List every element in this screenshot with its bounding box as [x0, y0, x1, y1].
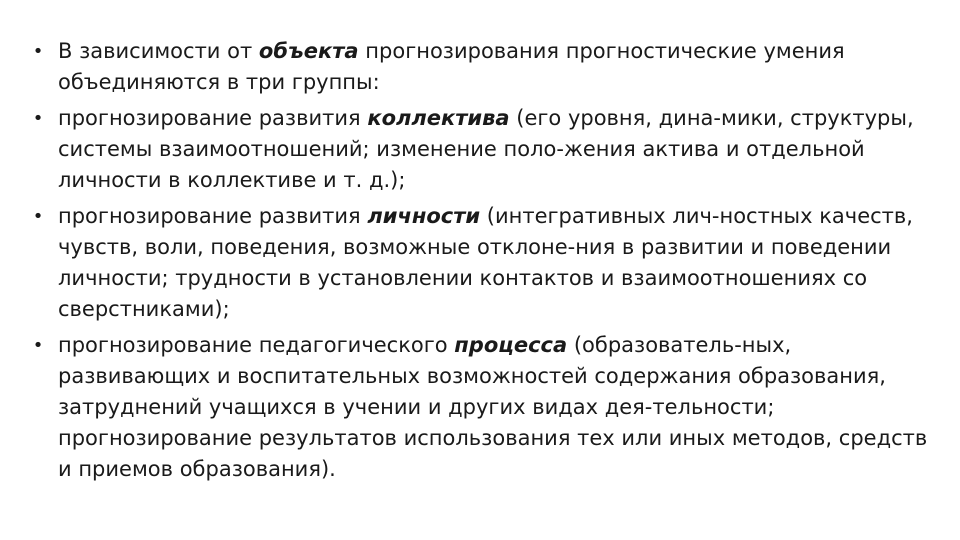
- bullet-text-before: прогнозирование развития: [58, 106, 368, 130]
- bullet-item-process: [28, 330, 938, 485]
- bullet-text-before: В зависимости от: [58, 39, 259, 63]
- bullet-emphasis: коллектива: [367, 106, 510, 130]
- bullet-text-after: (его уровня, дина-мики, структуры, системы взаимоотношений; изменение поло-жения актива и отдельной личности в коллективе и т. д.);: [58, 106, 914, 192]
- bullet-icon: •: [32, 41, 44, 62]
- bullet-list: [28, 36, 938, 490]
- bullet-emphasis: личности: [367, 204, 481, 228]
- bullet-text-before: прогнозирование развития: [58, 204, 368, 228]
- bullet-text-after: (образователь-ных, развивающих и воспитательных возможностей содержания образования, затруднений учащихся в учении и других видах дея-тельности; прогнозирование результатов использования тех или иных методов, средств и приемов образования).: [58, 333, 928, 481]
- bullet-icon: •: [32, 335, 44, 356]
- bullet-emphasis: процесса: [454, 333, 568, 357]
- bullet-item-personality: [28, 201, 938, 325]
- bullet-emphasis: объекта: [258, 39, 359, 63]
- bullet-text-before: прогнозирование педагогического: [58, 333, 455, 357]
- bullet-icon: •: [32, 206, 44, 227]
- bullet-icon: •: [32, 108, 44, 129]
- bullet-text-after: (интегративных лич-ностных качеств, чувств, воли, поведения, возможные отклоне-ния в развитии и поведении личности; трудности в установлении контактов и взаимоотношениях со сверстниками);: [58, 204, 913, 321]
- bullet-text-after: прогнозирования прогностические умения объединяются в три группы:: [58, 39, 845, 94]
- bullet-item-intro: [28, 36, 938, 98]
- bullet-item-collective: [28, 103, 938, 196]
